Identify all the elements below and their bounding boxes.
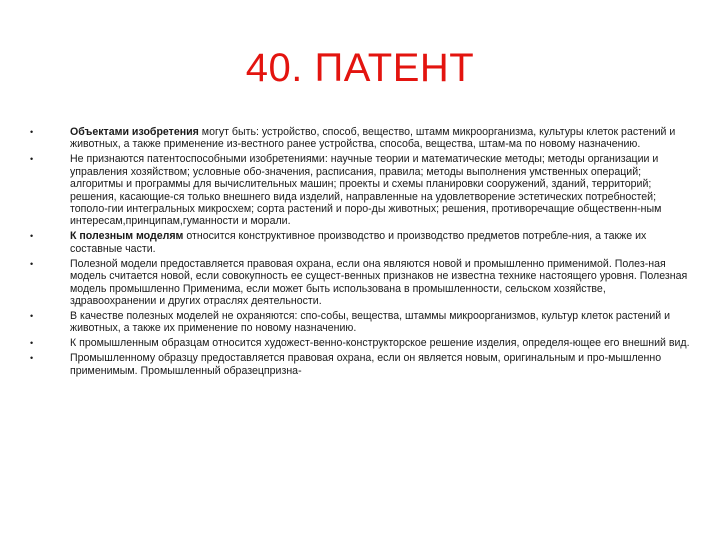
bullet-item-not-patentable [30,153,694,227]
bullet-body-text: В качестве полезных моделей не охраняются: спо-собы, вещества, штаммы микроорганизмов, культур клеток растений и животных, а также их применение по новому назначению. [70,310,671,335]
bullet-icon: • [30,258,34,269]
bullet-icon: • [30,231,34,242]
bullet-icon: • [30,127,34,137]
bullet-body-text: К промышленным образцам относится художест-венно-конструкторское решение изделия, определя-ющее его внешний вид. [70,337,690,350]
bullet-icon: • [30,154,34,165]
bullet-body-text: Не признаются патентоспособными изобретениями: научные теории и математические методы; методы организации и управления хозяйством; условные обо-значения, расписания, правила; методы выполнения умственных операций; алгоритмы и программы для вычислительных машин; проекты и схемы планировки сооружений, зданий, территорий; решения, касающие-ся только внешнего вида изделий, направленные на удовлетворение эстетических потребностей; тополо-гии интегральных микросхем; сорта растений и поро-ды животных; решения, противоречащие общественн-ным интересам,принципам,гуманности и морали. [70,153,662,228]
bullet-item-industrial-designs [30,337,694,349]
slide-title: 40. ПАТЕНТ [245,46,475,90]
bullet-lead-text: К полезным моделям [70,230,184,243]
bullet-body-text: относится конструктивное производство и производство предметов потребле-ния, а также их составные части. [70,230,647,255]
bullet-icon: • [30,353,34,364]
bullet-item-not-protected-models [30,310,694,335]
bullet-icon: • [30,311,34,322]
bullet-icon: • [30,338,34,349]
bullet-body-text: могут быть: устройство, способ, вещество, штамм микроорганизма, культуры клеток растений и животных, а также применение из-вестного ранее устройства, способа, вещества, штам-ма по новому назначению. [70,126,676,151]
bullet-item-utility-model-protection [30,258,694,308]
bullet-item-utility-models [30,230,694,255]
bullet-item-industrial-design-protection [30,352,694,377]
bullet-body-text: Полезной модели предоставляется правовая охрана, если она являются новой и промышленно применимой. Полез-ная модель считается новой, если совокупность ее сущест-венных признаков не известна технике настоящего уровня. Полезная модель промышленно Применима, если может быть использована в промышленности, сельском хозяйстве, здравоохранении и других отраслях деятельности. [70,257,688,308]
bullet-lead-text: Объектами изобретения [70,126,199,138]
bullet-body-text: Промышленному образцу предоставляется правовая охрана, если он является новым, оригинальным и про-мышленно применимым. Промышленный образецпризна- [70,352,662,377]
bullet-item-objects-of-invention [30,126,694,151]
bullet-list [30,126,694,380]
